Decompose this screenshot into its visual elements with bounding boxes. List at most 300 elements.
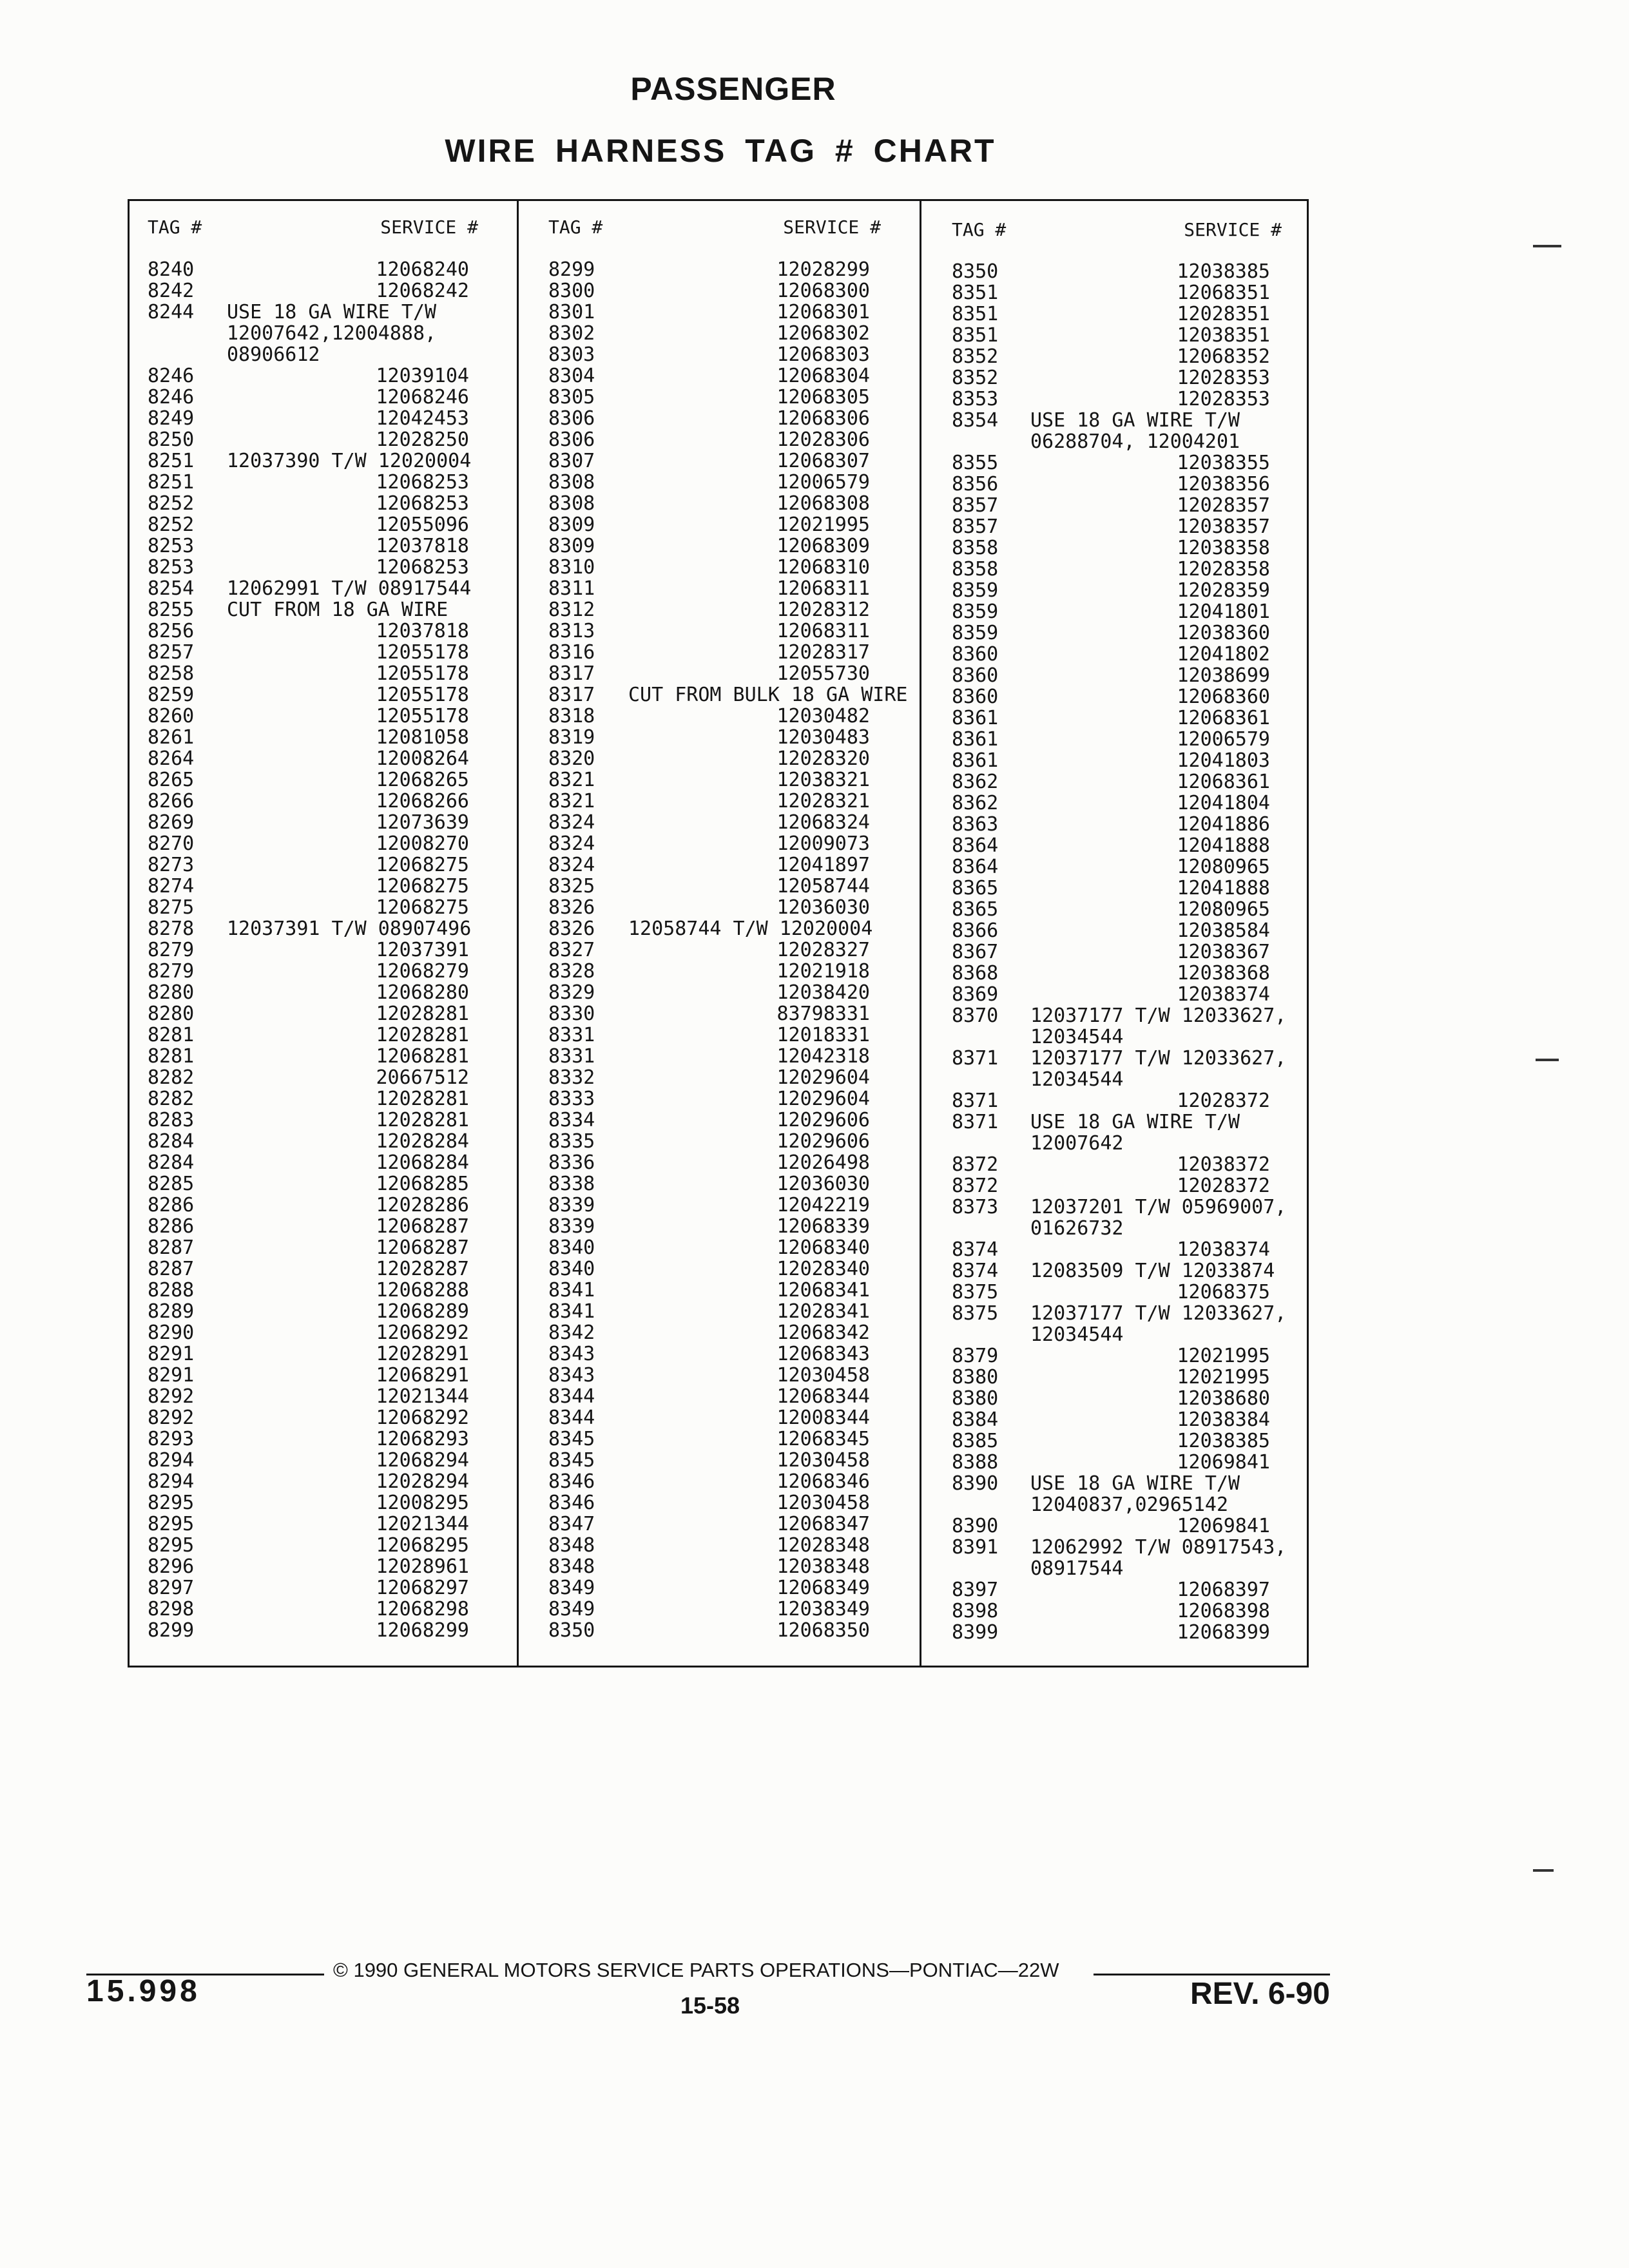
table-row	[130, 302, 517, 365]
tag-number: 8365	[952, 898, 999, 921]
service-number: 12041804	[1177, 792, 1270, 814]
service-number: 12028357	[1177, 494, 1270, 517]
table-row	[130, 557, 517, 578]
table-row	[130, 259, 517, 280]
tag-number: 8253	[148, 535, 195, 557]
tag-number: 8313	[548, 620, 595, 642]
table-row	[130, 1110, 517, 1131]
service-number: 12069841	[1177, 1515, 1270, 1537]
service-number: 12030483	[776, 726, 870, 749]
service-number: 12026498	[776, 1151, 870, 1174]
service-number: 12021918	[776, 960, 870, 983]
service-number: 12038372	[1177, 1153, 1270, 1176]
service-number: 12018331	[776, 1024, 870, 1046]
service-number: 12068397	[1177, 1579, 1270, 1601]
tag-number: 8282	[148, 1066, 195, 1089]
table-row	[130, 578, 517, 599]
tag-number: 8302	[548, 322, 595, 345]
service-number: 12068341	[776, 1279, 870, 1302]
tag-number: 8364	[952, 834, 999, 857]
service-number: 12068311	[776, 620, 870, 642]
service-number: 12068299	[376, 1619, 469, 1642]
tag-number: 8251	[148, 471, 195, 494]
table-row	[519, 1088, 920, 1110]
table-row	[921, 389, 1307, 410]
table-row	[519, 1450, 920, 1471]
tag-number: 8249	[148, 407, 195, 430]
tag-number: 8391	[952, 1536, 999, 1559]
service-number: 12068347	[776, 1513, 870, 1535]
service-number: 12038360	[1177, 622, 1270, 644]
table-row	[130, 280, 517, 302]
tag-number: 8301	[548, 301, 595, 323]
service-number: 12028372	[1177, 1090, 1270, 1112]
tag-number: 8264	[148, 747, 195, 770]
table-row	[921, 325, 1307, 346]
service-number: 12068350	[776, 1619, 870, 1642]
table-row	[921, 1600, 1307, 1622]
table-row	[921, 963, 1307, 984]
tag-number: 8324	[548, 832, 595, 855]
table-row	[519, 1067, 920, 1088]
table-row	[519, 1428, 920, 1450]
tag-number: 8304	[548, 365, 595, 387]
table-row	[519, 1110, 920, 1131]
tag-number: 8324	[548, 854, 595, 876]
table-row	[921, 1622, 1307, 1643]
service-number: 12028281	[376, 1003, 469, 1025]
table-row	[921, 856, 1307, 878]
table-row	[519, 854, 920, 876]
table-row	[519, 1343, 920, 1365]
service-number: 12068309	[776, 535, 870, 557]
tag-number: 8308	[548, 492, 595, 515]
service-number: 12068342	[776, 1321, 870, 1344]
table-row	[519, 280, 920, 302]
table-row	[130, 1365, 517, 1386]
table-row	[921, 665, 1307, 686]
table-row	[130, 1088, 517, 1110]
tag-number: 8279	[148, 939, 195, 961]
tag-number: 8356	[952, 473, 999, 495]
table-row	[921, 793, 1307, 814]
tag-number: 8371	[952, 1047, 999, 1070]
tag-number: 8280	[148, 981, 195, 1004]
tag-number: 8373	[952, 1196, 999, 1218]
service-number: 12068291	[376, 1364, 469, 1387]
margin-mark	[1533, 245, 1561, 247]
table-row	[519, 472, 920, 493]
page-number: 15-58	[680, 1992, 740, 2019]
table-row	[130, 1407, 517, 1428]
tag-number: 8316	[548, 641, 595, 664]
tag-number: 8279	[148, 960, 195, 983]
service-number: 12068297	[376, 1577, 469, 1599]
service-number: 12068265	[376, 769, 469, 791]
table-row	[921, 1090, 1307, 1111]
tag-number: 8320	[548, 747, 595, 770]
table-row	[921, 1367, 1307, 1388]
tag-number: 8365	[952, 877, 999, 899]
tag-number: 8380	[952, 1387, 999, 1410]
table-row	[921, 452, 1307, 474]
table-row	[130, 365, 517, 387]
service-note: 12037390 T/W 12020004	[227, 450, 472, 472]
service-number: 12080965	[1177, 856, 1270, 878]
service-note: 12037177 T/W 12033627,	[1030, 1047, 1287, 1070]
table-row	[519, 1280, 920, 1301]
tag-chart-table	[128, 199, 1309, 1667]
service-number: 12068288	[376, 1279, 469, 1302]
table-row	[130, 1195, 517, 1216]
service-number: 12028961	[376, 1555, 469, 1578]
tag-number: 8278	[148, 918, 195, 940]
service-number: 12068292	[376, 1321, 469, 1344]
service-number: 12038357	[1177, 515, 1270, 538]
service-number: 12068300	[776, 280, 870, 302]
tag-number: 8397	[952, 1579, 999, 1601]
table-row	[130, 706, 517, 727]
service-number: 12068280	[376, 981, 469, 1004]
tag-number: 8324	[548, 811, 595, 834]
tag-number: 8353	[952, 388, 999, 410]
table-row	[519, 727, 920, 748]
tag-number: 8340	[548, 1258, 595, 1280]
column-1	[130, 201, 517, 1666]
tag-number: 8284	[148, 1151, 195, 1174]
tag-number: 8246	[148, 386, 195, 408]
service-number: 12028321	[776, 790, 870, 812]
service-number: 12038348	[776, 1555, 870, 1578]
column-2-body	[519, 259, 920, 1666]
service-number: 12068292	[376, 1407, 469, 1429]
table-row	[519, 535, 920, 557]
tag-number: 8375	[952, 1302, 999, 1325]
service-number: 12030482	[776, 705, 870, 727]
service-note: 08906612	[227, 343, 320, 366]
service-number: 12028312	[776, 599, 870, 621]
service-number: 12068351	[1177, 282, 1270, 304]
tag-number: 8350	[952, 260, 999, 283]
tag-number: 8372	[952, 1175, 999, 1197]
page-title: PASSENGER	[630, 71, 836, 107]
table-row	[921, 1239, 1307, 1260]
table-row	[921, 1579, 1307, 1600]
service-number: 12041802	[1177, 643, 1270, 666]
table-row	[519, 1620, 920, 1641]
table-row	[519, 642, 920, 663]
tag-number: 8332	[548, 1066, 595, 1089]
service-number: 12008270	[376, 832, 469, 855]
service-number: 12068352	[1177, 345, 1270, 368]
tag-number: 8330	[548, 1003, 595, 1025]
tag-number: 8362	[952, 792, 999, 814]
table-row	[130, 939, 517, 961]
table-row	[519, 1386, 920, 1407]
table-row	[519, 365, 920, 387]
tag-number: 8321	[548, 790, 595, 812]
service-number: 12021344	[376, 1385, 469, 1408]
table-row	[519, 323, 920, 344]
service-number: 20667512	[376, 1066, 469, 1089]
table-row	[519, 429, 920, 450]
service-note: 12083509 T/W 12033874	[1030, 1260, 1275, 1282]
tag-number: 8240	[148, 258, 195, 281]
table-row	[519, 1046, 920, 1067]
table-row	[921, 1537, 1307, 1579]
table-row	[519, 387, 920, 408]
tag-number: 8335	[548, 1130, 595, 1153]
table-row	[130, 1556, 517, 1577]
tag-number: 8345	[548, 1449, 595, 1472]
table-row	[921, 899, 1307, 920]
service-number: 12068343	[776, 1343, 870, 1365]
table-row	[519, 897, 920, 918]
table-row	[130, 748, 517, 769]
service-number: 12028348	[776, 1534, 870, 1557]
table-row	[130, 1216, 517, 1237]
table-row	[130, 663, 517, 684]
table-row	[519, 344, 920, 365]
table-row	[130, 1343, 517, 1365]
table-row	[921, 814, 1307, 835]
table-row	[921, 601, 1307, 622]
table-row	[130, 408, 517, 429]
service-number: 12068242	[376, 280, 469, 302]
service-number: 12008264	[376, 747, 469, 770]
tag-number: 8292	[148, 1385, 195, 1408]
table-row	[519, 302, 920, 323]
tag-number: 8287	[148, 1258, 195, 1280]
table-row	[519, 1301, 920, 1322]
service-number: 12068253	[376, 556, 469, 579]
table-row	[519, 982, 920, 1003]
table-row	[130, 812, 517, 833]
table-row	[921, 303, 1307, 325]
table-row	[519, 1577, 920, 1599]
tag-number: 8266	[148, 790, 195, 812]
service-number: 12068303	[776, 343, 870, 366]
service-number: 12068253	[376, 471, 469, 494]
service-number: 12055178	[376, 705, 469, 727]
service-number: 12068308	[776, 492, 870, 515]
service-number: 12028327	[776, 939, 870, 961]
tag-number: 8343	[548, 1343, 595, 1365]
table-row	[921, 984, 1307, 1005]
service-number: 12030458	[776, 1449, 870, 1472]
tag-number: 8346	[548, 1492, 595, 1514]
table-row	[921, 878, 1307, 899]
table-row	[130, 854, 517, 876]
tag-number: 8286	[148, 1194, 195, 1216]
tag-header: TAG #	[148, 216, 202, 238]
service-number: 12029606	[776, 1130, 870, 1153]
column-3	[920, 201, 1307, 1666]
tag-number: 8344	[548, 1385, 595, 1408]
tag-number: 8359	[952, 579, 999, 602]
tag-number: 8352	[952, 345, 999, 368]
service-number: 12068310	[776, 556, 870, 579]
table-row	[130, 1620, 517, 1641]
service-number: 12068361	[1177, 707, 1270, 729]
tag-number: 8380	[952, 1366, 999, 1389]
service-number: 12028250	[376, 428, 469, 451]
tag-number: 8343	[548, 1364, 595, 1387]
service-number: 12068293	[376, 1428, 469, 1450]
table-row	[130, 1152, 517, 1173]
tag-number: 8254	[148, 577, 195, 600]
section-number: 15.998	[86, 1974, 200, 2008]
table-row	[921, 346, 1307, 367]
service-number: 12028340	[776, 1258, 870, 1280]
service-number: 12068306	[776, 407, 870, 430]
service-number: 12038374	[1177, 1238, 1270, 1261]
table-row	[130, 514, 517, 535]
tag-number: 8283	[148, 1109, 195, 1131]
tag-number: 8339	[548, 1215, 595, 1238]
service-header: SERVICE #	[1184, 219, 1282, 240]
tag-number: 8351	[952, 324, 999, 347]
service-number: 12055178	[376, 662, 469, 685]
tag-number: 8328	[548, 960, 595, 983]
margin-mark	[1533, 1869, 1554, 1872]
service-number: 12028372	[1177, 1175, 1270, 1197]
tag-number: 8282	[148, 1088, 195, 1110]
tag-number: 8259	[148, 684, 195, 706]
tag-number: 8374	[952, 1260, 999, 1282]
tag-number: 8329	[548, 981, 595, 1004]
service-note: 12034544	[1030, 1323, 1124, 1346]
tag-number: 8340	[548, 1236, 595, 1259]
tag-number: 8357	[952, 515, 999, 538]
tag-number: 8295	[148, 1513, 195, 1535]
tag-number: 8348	[548, 1534, 595, 1557]
service-number: 12030458	[776, 1364, 870, 1387]
table-row	[130, 833, 517, 854]
service-note: USE 18 GA WIRE T/W	[227, 301, 437, 323]
table-row	[519, 961, 920, 982]
service-number: 12037818	[376, 535, 469, 557]
service-number: 12055730	[776, 662, 870, 685]
service-number: 12038355	[1177, 452, 1270, 474]
service-number: 12039104	[376, 365, 469, 387]
table-row	[921, 622, 1307, 644]
service-note: 12037177 T/W 12033627,	[1030, 1004, 1287, 1027]
table-row	[519, 1237, 920, 1258]
tag-number: 8358	[952, 537, 999, 559]
tag-number: 8281	[148, 1024, 195, 1046]
table-row	[130, 1046, 517, 1067]
table-row	[921, 1005, 1307, 1048]
service-number: 12028359	[1177, 579, 1270, 602]
tag-number: 8385	[952, 1430, 999, 1452]
tag-number: 8307	[548, 450, 595, 472]
table-row	[519, 450, 920, 472]
service-number: 12068324	[776, 811, 870, 834]
table-row	[921, 537, 1307, 559]
service-number: 12029604	[776, 1088, 870, 1110]
tag-number: 8361	[952, 707, 999, 729]
service-number: 12068305	[776, 386, 870, 408]
tag-number: 8345	[548, 1428, 595, 1450]
service-number: 12081058	[376, 726, 469, 749]
service-number: 12068346	[776, 1470, 870, 1493]
service-number: 12038584	[1177, 919, 1270, 942]
tag-number: 8333	[548, 1088, 595, 1110]
service-note: 12034544	[1030, 1026, 1124, 1048]
table-row	[519, 1152, 920, 1173]
tag-number: 8274	[148, 875, 195, 898]
tag-number: 8358	[952, 558, 999, 581]
table-row	[921, 1430, 1307, 1452]
tag-number: 8251	[148, 450, 195, 472]
tag-number: 8325	[548, 875, 595, 898]
table-row	[519, 1003, 920, 1024]
tag-number: 8270	[148, 832, 195, 855]
tag-number: 8299	[548, 258, 595, 281]
tag-number: 8399	[952, 1621, 999, 1644]
table-row	[130, 1003, 517, 1024]
tag-number: 8342	[548, 1321, 595, 1344]
service-note: USE 18 GA WIRE T/W	[1030, 409, 1240, 432]
service-note: 12007642,12004888,	[227, 322, 437, 345]
tag-header: TAG #	[952, 219, 1007, 240]
tag-number: 8281	[148, 1045, 195, 1068]
tag-number: 8296	[148, 1555, 195, 1578]
service-number: 12038699	[1177, 664, 1270, 687]
service-note: 12062991 T/W 08917544	[227, 577, 472, 600]
service-number: 12036030	[776, 1173, 870, 1195]
table-row	[130, 472, 517, 493]
service-number: 12038385	[1177, 260, 1270, 283]
service-number: 12028317	[776, 641, 870, 664]
service-number: 12080965	[1177, 898, 1270, 921]
table-row	[921, 686, 1307, 707]
service-number: 12041888	[1177, 877, 1270, 899]
tag-number: 8255	[148, 599, 195, 621]
table-row	[130, 961, 517, 982]
tag-number: 8292	[148, 1407, 195, 1429]
service-number: 12041897	[776, 854, 870, 876]
margin-mark	[1536, 1059, 1559, 1061]
column-3-body	[921, 261, 1307, 1666]
tag-number: 8295	[148, 1492, 195, 1514]
service-note: USE 18 GA WIRE T/W	[1030, 1472, 1240, 1495]
table-row	[519, 684, 920, 706]
tag-number: 8309	[548, 514, 595, 536]
service-number: 12028294	[376, 1470, 469, 1493]
table-row	[519, 706, 920, 727]
service-number: 12068275	[376, 896, 469, 919]
table-row	[519, 557, 920, 578]
tag-number: 8371	[952, 1111, 999, 1133]
table-row	[921, 261, 1307, 282]
table-row	[519, 1131, 920, 1152]
table-row	[519, 1407, 920, 1428]
service-number: 12068302	[776, 322, 870, 345]
table-row	[130, 535, 517, 557]
service-number: 12029604	[776, 1066, 870, 1089]
service-number: 12038351	[1177, 324, 1270, 347]
table-row	[921, 707, 1307, 729]
table-row	[519, 599, 920, 620]
service-number: 12028358	[1177, 558, 1270, 581]
footer-rule-right	[1094, 1974, 1330, 1975]
table-row	[921, 920, 1307, 941]
table-row	[921, 1282, 1307, 1303]
service-number: 12068275	[376, 854, 469, 876]
tag-number: 8372	[952, 1153, 999, 1176]
